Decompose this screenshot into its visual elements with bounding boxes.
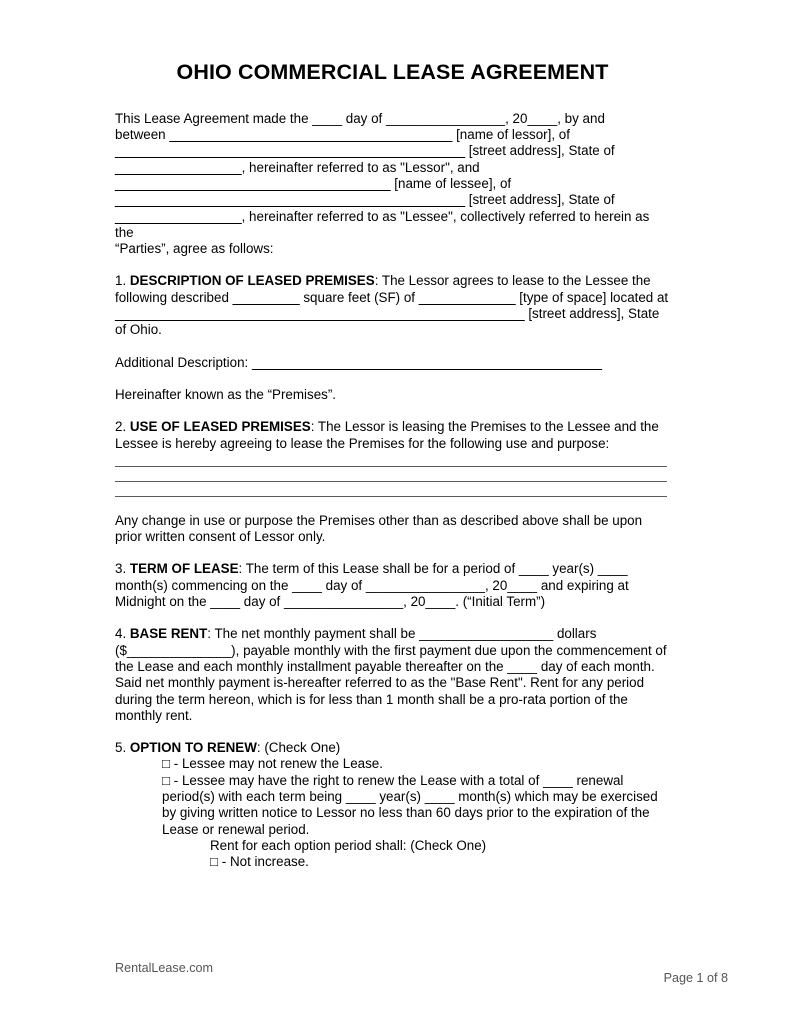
intro-line-1: This Lease Agreement made the ____ day of ________________, 20____, by and: [115, 110, 605, 126]
section-2-use-of-leased-premises: [115, 419, 670, 452]
intro-line-2-suffix: [name of lessor], of: [452, 127, 570, 143]
checkbox-option-not-increase-label: □ - Not increase.: [210, 854, 309, 870]
intro-paragraph: [115, 111, 670, 258]
section-1-number: 1.: [115, 273, 130, 289]
footer-page-number: Page 1 of 8: [663, 971, 728, 985]
section-1-body-d: [street address], State of Ohio.: [115, 306, 660, 338]
additional-description-blank[interactable]: _______________________________________________: [251, 354, 602, 370]
rent-option-period-prompt: Rent for each option period shall: (Check One): [210, 837, 487, 853]
section-4-base-rent: [115, 626, 670, 724]
page-title: OHIO COMMERCIAL LEASE AGREEMENT: [176, 60, 609, 84]
lessor-street-blank[interactable]: _______________________________________________: [115, 143, 466, 159]
hereinafter-premises-text: Hereinafter known as the “Premises”.: [115, 386, 337, 402]
section-2-change-of-use-text: Any change in use or purpose the Premises other than as described above shall be upon prior written consent of Lessor only.: [115, 512, 643, 545]
intro-line-7-suffix: , hereinafter referred to as "Lessee", collectively referred to herein as the: [115, 208, 650, 240]
section-1-body-a: : The Lessor agrees to lease to the Lessee the following described: [115, 273, 651, 305]
intro-line-3-suffix: [street address], State of: [465, 143, 615, 159]
section-3-body: : The term of this Lease shall be for a period of ____ year(s) ____ month(s) commencing on the ____ day of ________________, 20____ and expiring at Midnight on the ____ day of ________________, 20____. (“Initial Term”): [115, 561, 629, 610]
section-1-body-c: [type of space] located at: [515, 289, 669, 305]
section-5-option-to-renew: [115, 740, 670, 756]
checkbox-option-may-renew[interactable]: [115, 773, 670, 838]
lessor-name-blank[interactable]: ______________________________________: [169, 127, 453, 143]
intro-line-2-prefix: between: [115, 127, 170, 143]
section-1-description-of-leased-premises: [115, 273, 670, 338]
intro-line-8: “Parties”, agree as follows:: [115, 241, 274, 257]
footer-site-name: RentalLease.com: [115, 961, 214, 975]
checkbox-option-may-renew-label: □ - Lessee may have the right to renew the Lease with a total of ____ renewal period(s) with each term being ____ year(s) ____ month(s) which may be exercised by giving written notice to Lessor no less than 60 days prior to the expiration of the Lease or renewal period.: [162, 772, 658, 837]
premises-street-blank[interactable]: _______________________________________________________: [115, 306, 525, 322]
intro-line-4-suffix: , hereinafter referred to as "Lessor", and: [241, 159, 480, 175]
write-in-line-2[interactable]: [115, 481, 667, 482]
additional-description-row: [115, 355, 670, 371]
square-feet-blank[interactable]: _________: [232, 289, 300, 305]
section-2-number: 2.: [115, 419, 130, 435]
section-2-body: : The Lessor is leasing the Premises to the Lessee and the Lessee is hereby agreeing to lease the Premises for the following use and purpose:: [115, 419, 659, 451]
type-of-space-blank[interactable]: _____________: [418, 289, 516, 305]
write-in-line-3[interactable]: [115, 496, 667, 497]
checkbox-option-no-renew[interactable]: [115, 756, 670, 772]
lessor-state-blank[interactable]: _________________: [115, 159, 242, 175]
checkbox-option-no-renew-label: □ - Lessee may not renew the Lease.: [162, 756, 383, 772]
write-in-line-1[interactable]: [115, 466, 667, 467]
section-3-number: 3.: [115, 561, 130, 577]
section-1-heading: DESCRIPTION OF LEASED PREMISES: [129, 273, 375, 289]
section-5-heading: OPTION TO RENEW: [129, 740, 257, 756]
lessee-street-blank[interactable]: _______________________________________________: [115, 192, 466, 208]
intro-line-5-suffix: [name of lessee], of: [390, 175, 512, 191]
additional-description-label: Additional Description:: [115, 354, 252, 370]
section-4-heading: BASE RENT: [129, 626, 208, 642]
intro-line-6-suffix: [street address], State of: [465, 192, 615, 208]
section-3-heading: TERM OF LEASE: [129, 561, 239, 577]
section-2-heading: USE OF LEASED PREMISES: [129, 419, 311, 435]
section-5-body: : (Check One): [256, 740, 341, 756]
document-content: [115, 0, 670, 870]
section-5-number: 5.: [115, 740, 130, 756]
section-3-term-of-lease: [115, 561, 670, 610]
lessee-name-blank[interactable]: _____________________________________: [115, 175, 391, 191]
section-1-body-b: square feet (SF) of: [299, 289, 419, 305]
section-4-body: : The net monthly payment shall be __________________ dollars ($______________), payable monthly with the first payment due upon the commencement of the Lease and each monthly installment payable thereafter on the ____ day of each month. Said net monthly payment is-hereafter referred to as the "Base Rent". Rent for any period during the term hereon, which is for less than 1 month shall be a pro-rata portion of the monthly rent.: [115, 626, 667, 723]
use-purpose-write-in-lines[interactable]: [115, 466, 670, 497]
lessee-state-blank[interactable]: _________________: [115, 208, 242, 224]
section-4-number: 4.: [115, 626, 130, 642]
checkbox-option-not-increase[interactable]: [115, 854, 670, 870]
